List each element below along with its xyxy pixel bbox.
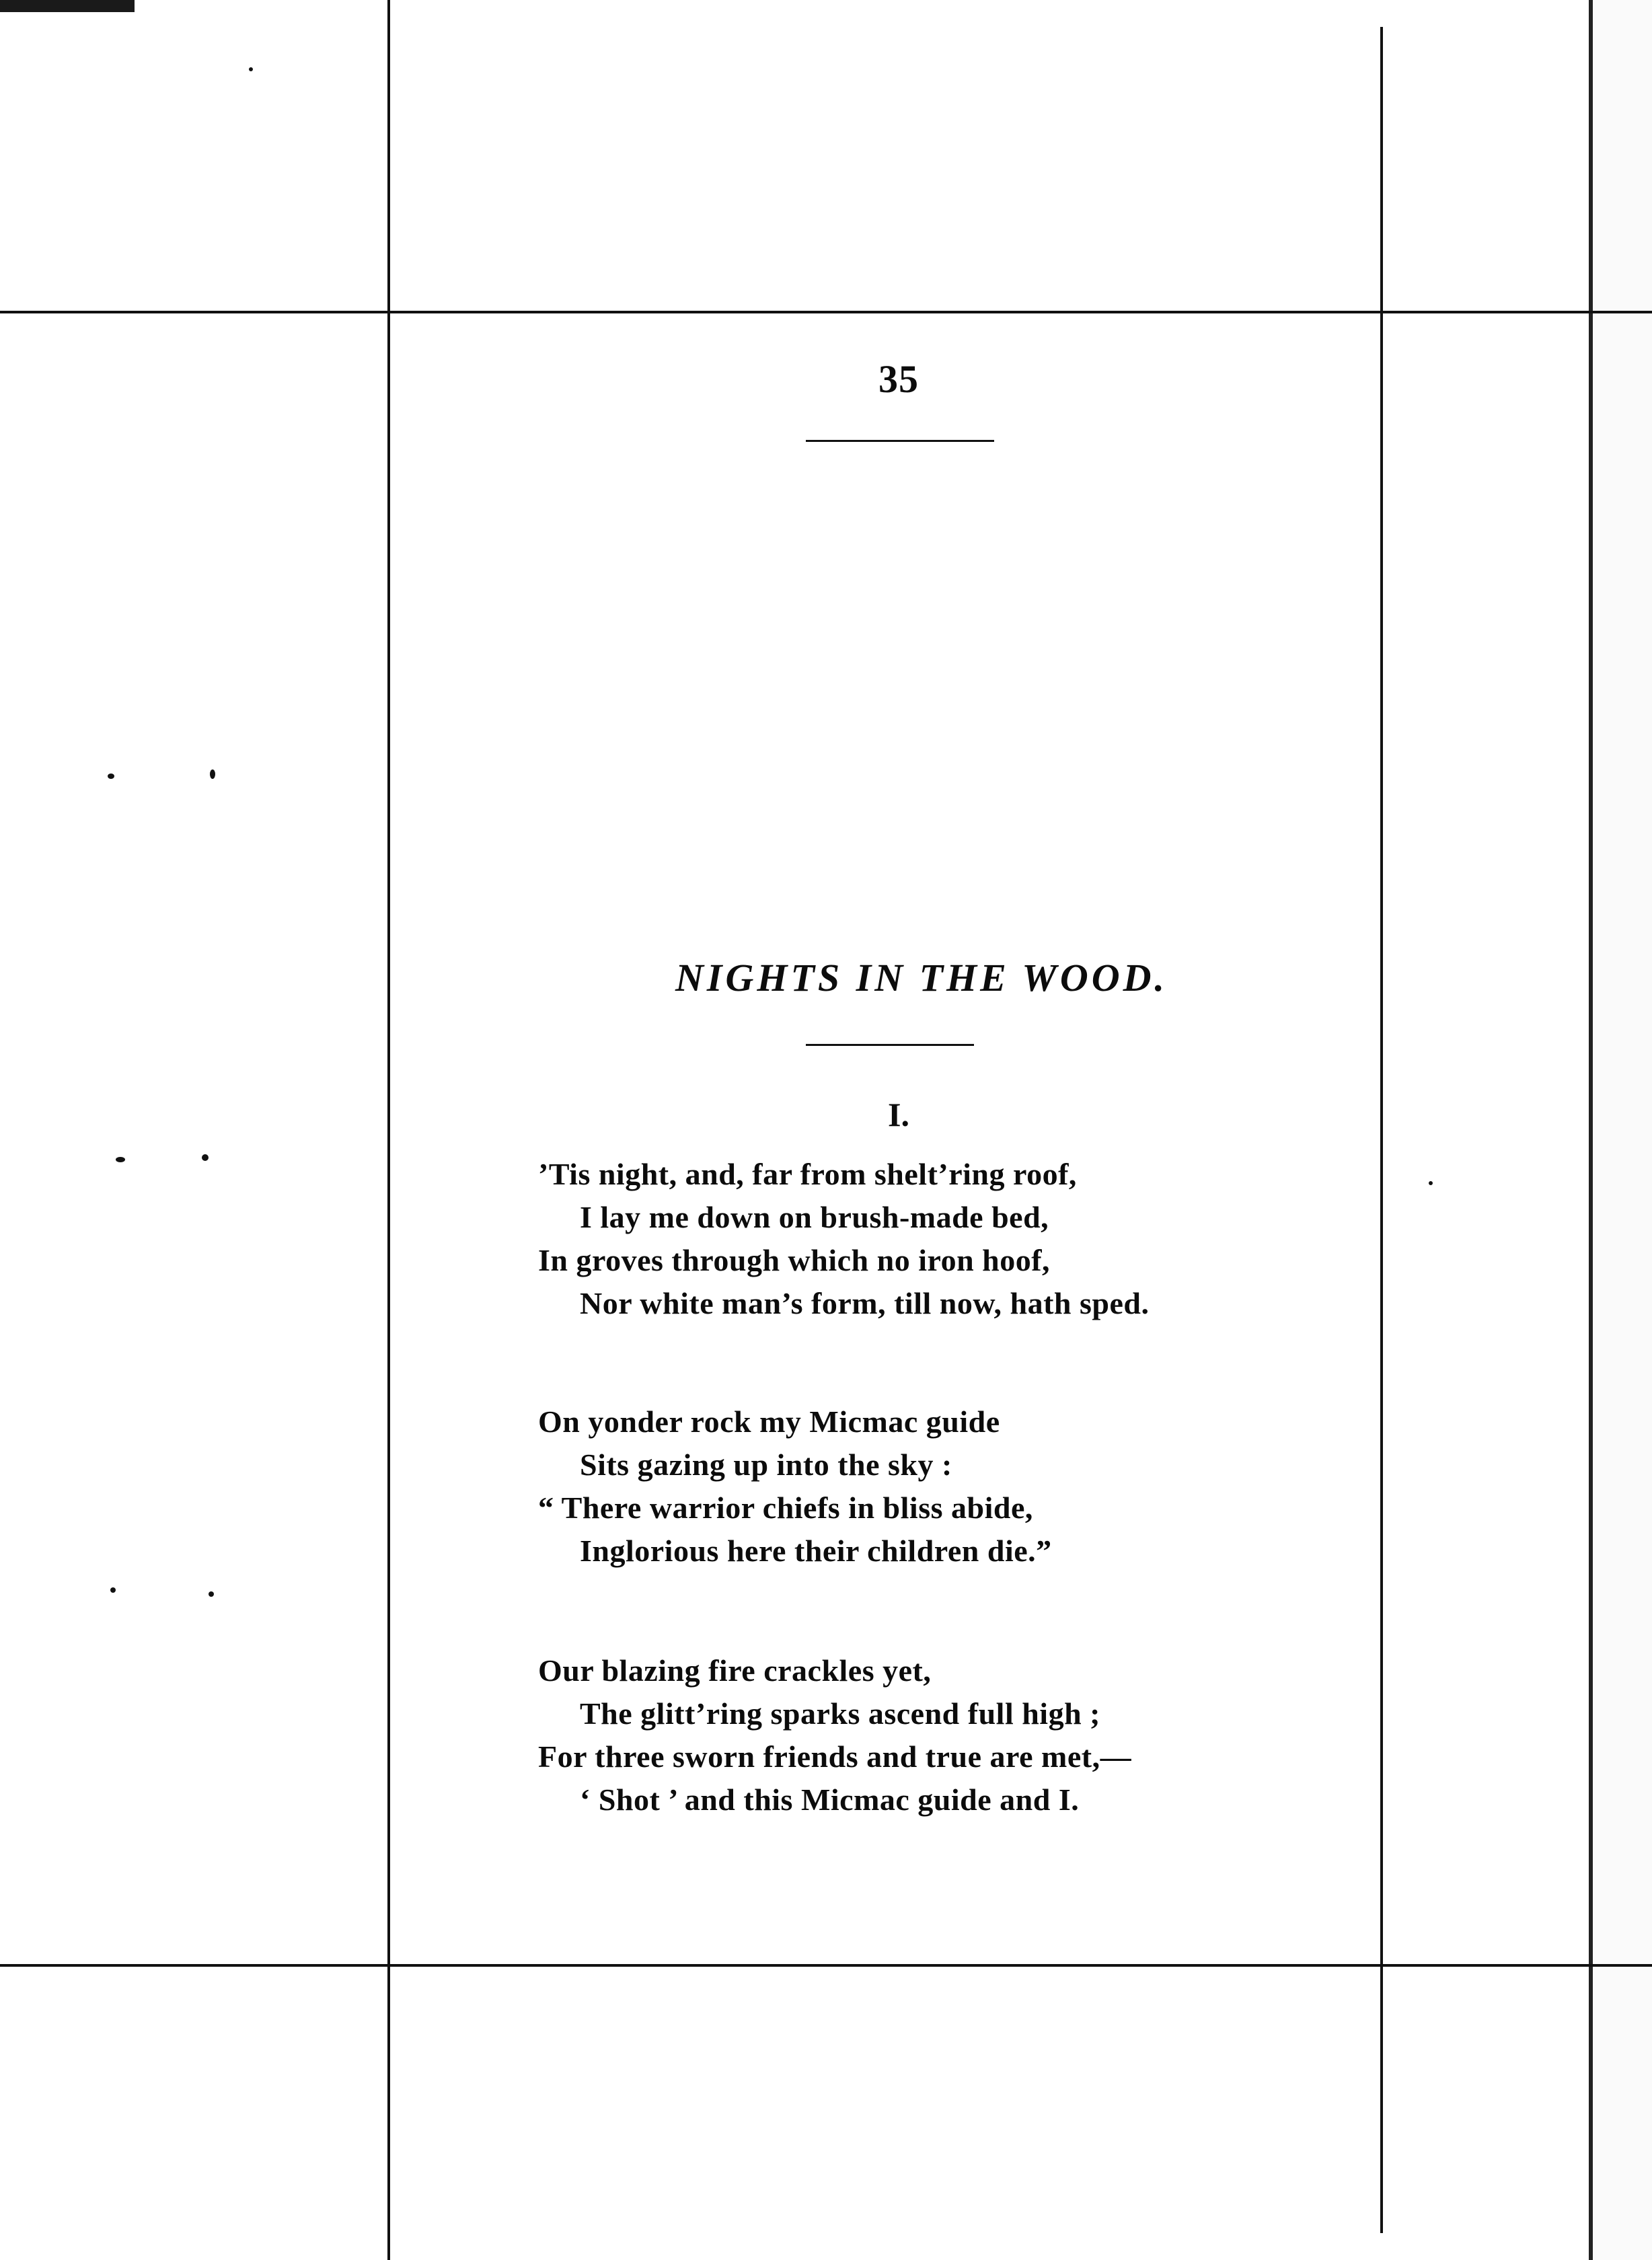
scan-speck xyxy=(116,1157,125,1162)
scan-speck xyxy=(249,67,253,71)
scan-speck xyxy=(108,774,114,779)
verse-line: Inglorious here their children die.” xyxy=(580,1534,1052,1568)
verse-line: “ There warrior chiefs in bliss abide, xyxy=(538,1491,1033,1525)
frame-line-bottom xyxy=(0,1964,1652,1967)
scan-speck xyxy=(110,1587,116,1593)
frame-line-top xyxy=(0,311,1652,313)
verse-line: On yonder rock my Micmac guide xyxy=(538,1404,1000,1439)
verse-line: For three sworn friends and true are met,— xyxy=(538,1739,1132,1774)
page-number: 35 xyxy=(878,357,919,401)
page-edge-strip xyxy=(1593,0,1652,2260)
scan-edge-bar xyxy=(0,0,135,12)
verse-line: I lay me down on brush-made bed, xyxy=(580,1200,1049,1234)
verse-line: In groves through which no iron hoof, xyxy=(538,1243,1051,1277)
verse-line: Sits gazing up into the sky : xyxy=(580,1447,952,1482)
frame-line-right xyxy=(1380,27,1383,2233)
stanza xyxy=(538,1153,1149,1325)
verse-line: Nor white man’s form, till now, hath sped. xyxy=(580,1286,1150,1320)
scan-speck xyxy=(202,1154,209,1161)
scan-speck xyxy=(1429,1181,1433,1185)
frame-line-left xyxy=(387,0,390,2260)
section-number: I. xyxy=(888,1096,909,1133)
stanza xyxy=(538,1649,1131,1821)
verse-line: ‘ Shot ’ and this Micmac guide and I. xyxy=(580,1782,1080,1817)
verse-line: The glitt’ring sparks ascend full high ; xyxy=(580,1696,1100,1731)
stanza xyxy=(538,1400,1052,1573)
scan-speck xyxy=(209,1591,214,1597)
poem-title: NIGHTS IN THE WOOD. xyxy=(675,956,1168,1000)
verse-line: Our blazing fire crackles yet, xyxy=(538,1653,932,1688)
page-number-rule xyxy=(806,440,994,442)
scan-speck xyxy=(210,769,215,779)
title-rule xyxy=(806,1044,974,1046)
verse-line: ’Tis night, and, far from shelt’ring roof, xyxy=(538,1157,1077,1191)
frame-line-edge xyxy=(1589,0,1593,2260)
